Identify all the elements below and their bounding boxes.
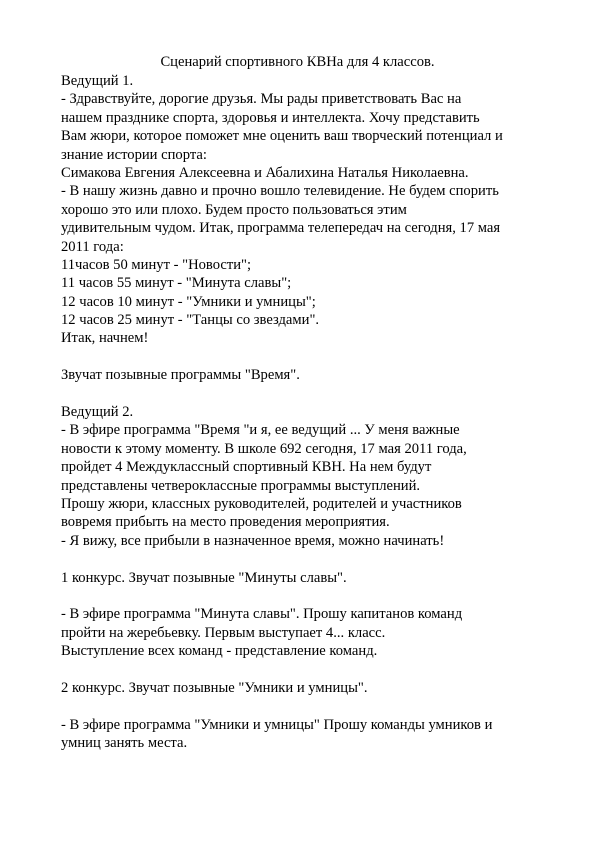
document-title: Сценарий спортивного КВНа для 4 классов. (160, 54, 435, 70)
text-line: умниц занять места. (61, 735, 188, 752)
text-line: Выступление всех команд - представление команд. (61, 643, 378, 660)
document-body (61, 72, 541, 752)
text-line: - В эфире программа "Умники и умницы" Прошу команды умников и (61, 716, 493, 733)
text-line: хорошо это или плохо. Будем просто пользоваться этим (61, 201, 407, 218)
blank-line (61, 385, 541, 403)
text-line: Вам жюри, которое поможет мне оценить ваш творческий потенциал и (61, 128, 503, 145)
text-line: - Здравствуйте, дорогие друзья. Мы рады приветствовать Вас на (61, 91, 462, 108)
blank-line (61, 661, 541, 679)
text-line: пройти на жеребьевку. Первым выступает 4... класс. (61, 624, 386, 641)
text-line: вовремя прибыть на место проведения мероприятия. (61, 514, 390, 531)
text-line: - Я вижу, все прибыли в назначенное время, можно начинать! (61, 532, 445, 549)
text-line: - В нашу жизнь давно и прочно вошло телевидение. Не будем спорить (61, 183, 499, 200)
text-line: 11 часов 55 минут - "Минута славы"; (61, 275, 292, 292)
text-line: Звучат позывные программы "Время". (61, 367, 300, 384)
text-line: Ведущий 1. (61, 73, 134, 89)
blank-line (61, 587, 541, 605)
text-line: 2 конкурс. Звучат позывные "Умники и умницы". (61, 679, 368, 696)
text-line: 2011 года: (61, 238, 124, 255)
text-line: Ведущий 2. (61, 404, 134, 421)
text-line: Симакова Евгения Алексеевна и Абалихина Наталья Николаевна. (61, 164, 469, 181)
text-line: нашем празднике спорта, здоровья и интеллекта. Хочу представить (61, 109, 480, 126)
text-line: - В эфире программа "Минута славы". Прошу капитанов команд (61, 606, 463, 623)
text-line: пройдет 4 Междуклассный спортивный КВН. На нем будут (61, 459, 432, 476)
text-line: 11часов 50 минут - "Новости"; (61, 256, 252, 273)
text-line: 12 часов 10 минут - "Умники и умницы"; (61, 293, 316, 310)
text-line: Итак, начнем! (61, 330, 149, 347)
text-line: удивительным чудом. Итак, программа телепередач на сегодня, 17 мая (61, 220, 501, 237)
text-line: знание истории спорта: (61, 146, 207, 163)
blank-line (61, 550, 541, 568)
text-line: представлены четвероклассные программы выступлений. (61, 477, 421, 494)
text-line: Прошу жюри, классных руководителей, родителей и участников (61, 495, 462, 512)
blank-line (61, 697, 541, 715)
text-line: 12 часов 25 минут - "Танцы со звездами". (61, 312, 320, 329)
blank-line (61, 348, 541, 366)
text-line: - В эфире программа "Время "и я, ее ведущий ... У меня важные (61, 422, 460, 439)
text-line: новости к этому моменту. В школе 692 сегодня, 17 мая 2011 года, (61, 440, 467, 457)
text-line: 1 конкурс. Звучат позывные "Минуты славы". (61, 569, 347, 586)
